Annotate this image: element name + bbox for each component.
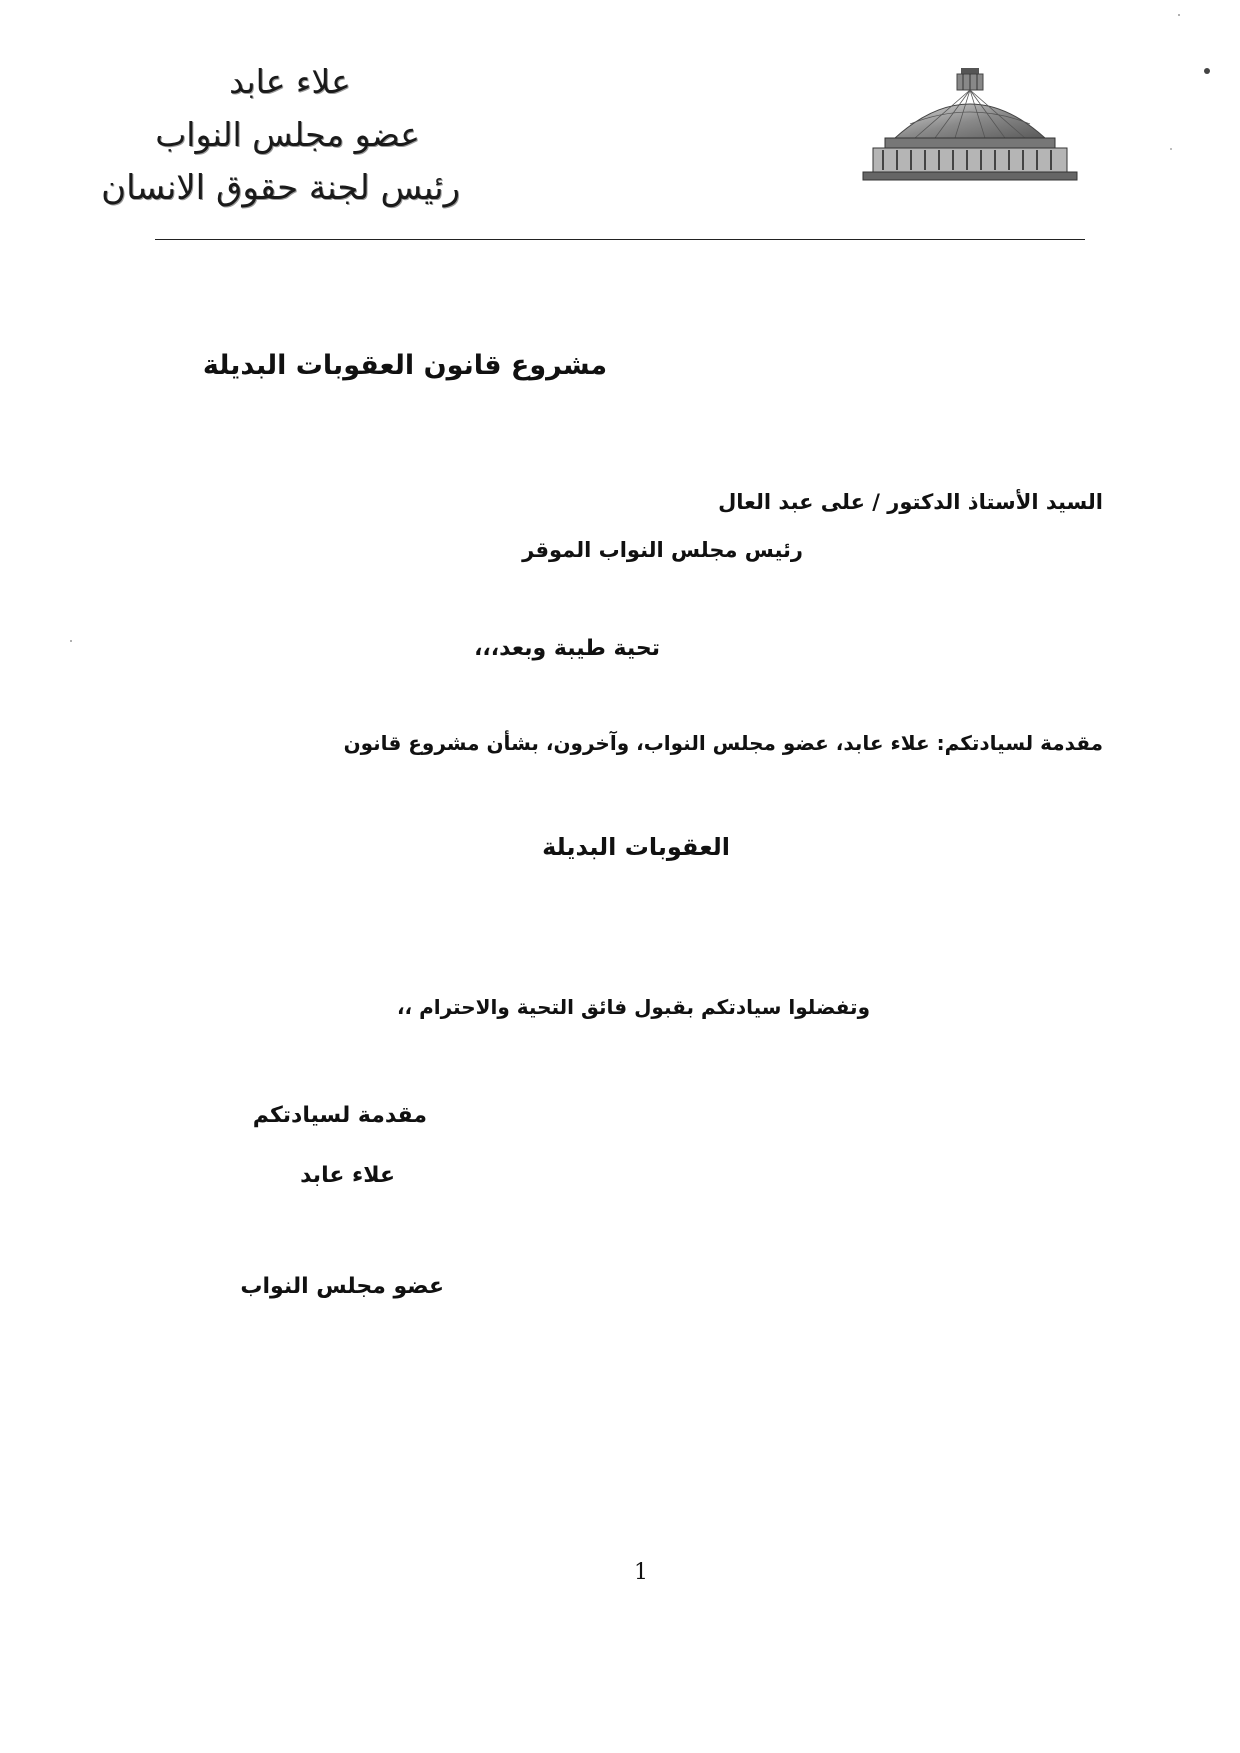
addressee-line-1: السيد الأستاذ الدكتور / على عبد العال	[718, 490, 1103, 514]
page-number: 1	[634, 1560, 648, 1585]
scan-speck	[1170, 148, 1172, 150]
letterhead-name: علاء عابد	[229, 62, 351, 101]
scan-speck	[70, 640, 72, 642]
document-title: مشروع قانون العقوبات البديلة	[202, 350, 608, 381]
parliament-dome-icon	[855, 60, 1085, 185]
greeting: تحية طيبة وبعد،،،	[474, 636, 660, 661]
subject-line: العقوبات البديلة	[542, 833, 730, 861]
intro-paragraph: مقدمة لسيادتكم: علاء عابد، عضو مجلس النواب، وآخرون، بشأن مشروع قانون	[343, 731, 1103, 755]
header-divider	[155, 239, 1085, 240]
signature-name: علاء عابد	[300, 1163, 395, 1188]
letterhead-chair: رئيس لجنة حقوق الانسان	[101, 168, 460, 208]
letterhead-role: عضو مجلس النواب	[155, 115, 420, 154]
scan-speck	[1204, 68, 1210, 74]
signature-presented-by: مقدمة لسيادتكم	[252, 1103, 427, 1128]
scan-speck	[1178, 14, 1180, 16]
closing-line: وتفضلوا سيادتكم بقبول فائق التحية والاحترام ،،	[396, 995, 870, 1019]
addressee-line-2: رئيس مجلس النواب الموقر	[522, 538, 803, 562]
signature-title: عضو مجلس النواب	[240, 1274, 444, 1299]
